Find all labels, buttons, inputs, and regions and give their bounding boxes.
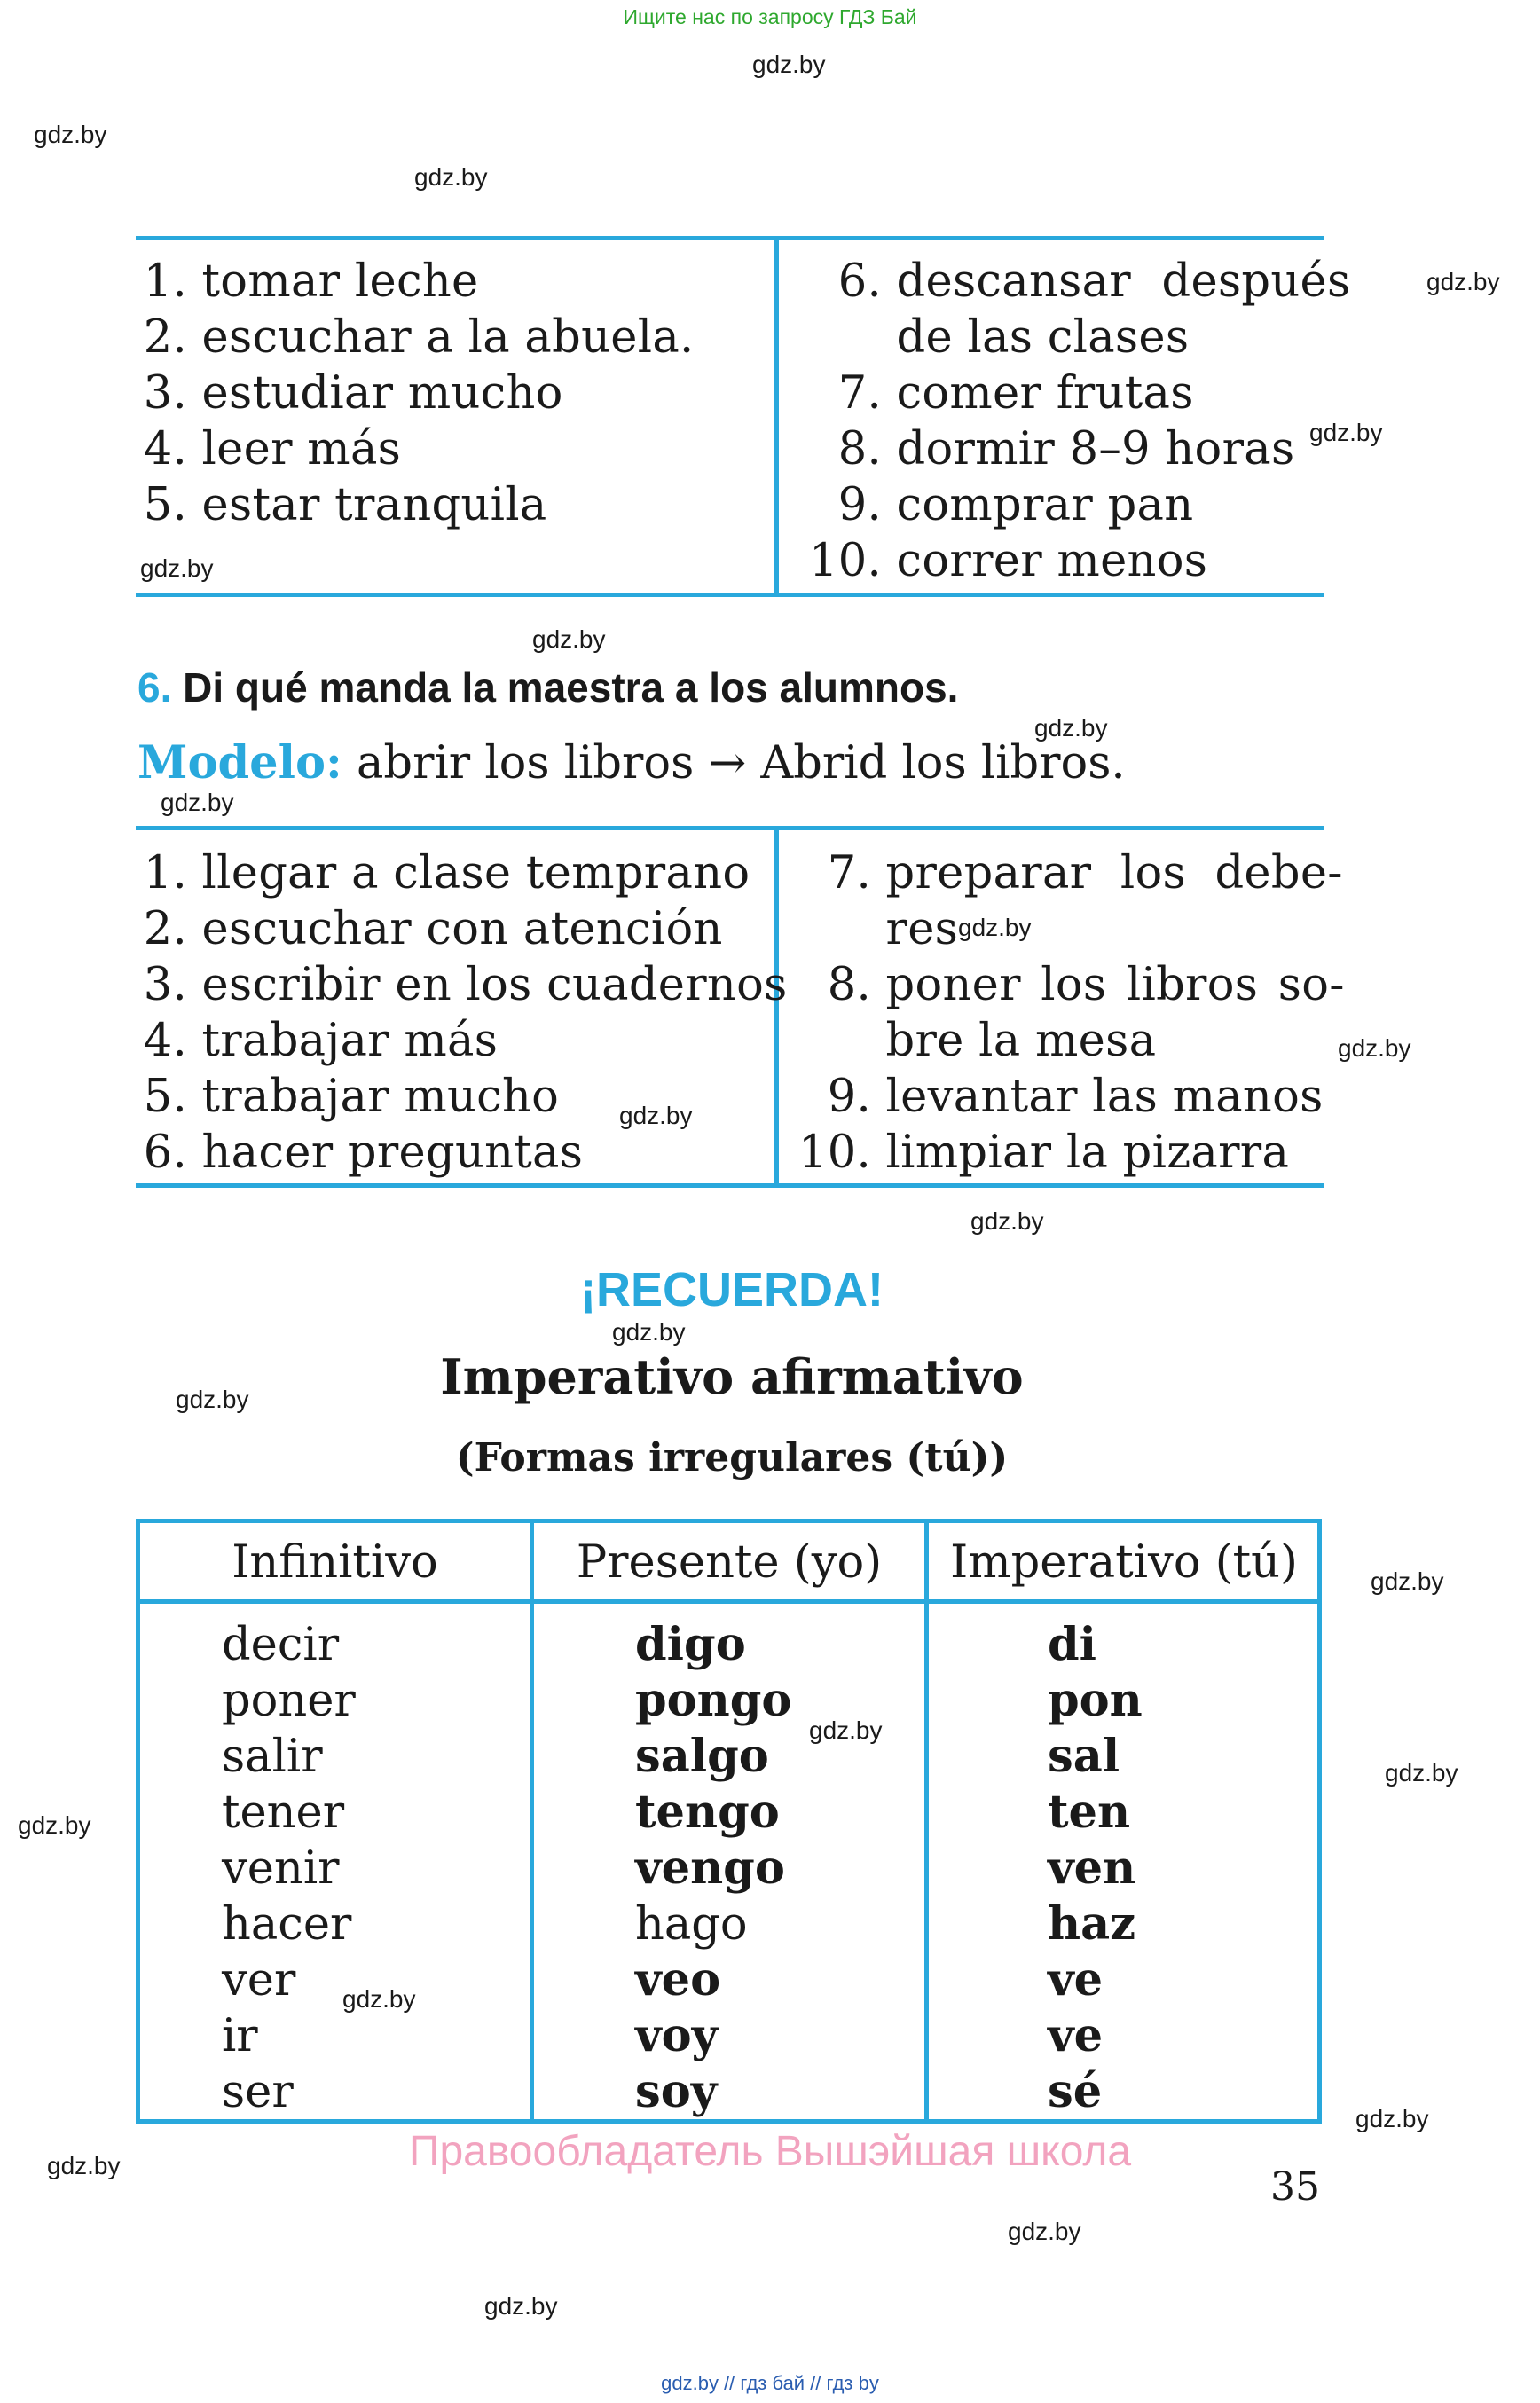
list-item: 5. trabajar mucho: [143, 1071, 560, 1123]
table-cell: pongo: [635, 1674, 792, 1727]
recuerda-heading: ¡RECUERDA!: [580, 1263, 884, 1316]
footer-links: gdz.by // гдз бай // гдз by: [661, 2372, 879, 2394]
watermark: gdz.by: [1309, 419, 1383, 446]
list-item: 10. limpiar la pizarra: [798, 1127, 1290, 1179]
list-item: 2. escuchar con atención: [143, 903, 723, 955]
table-col-divider: [924, 1519, 929, 2124]
table-cell: veo: [635, 1953, 721, 2006]
table-header-imperativo: Imperativo (tú): [950, 1536, 1298, 1589]
table-cell: salir: [222, 1731, 323, 1783]
table-cell: ser: [222, 2066, 294, 2118]
table-cell: ve: [1048, 2009, 1104, 2062]
table-cell: sé: [1048, 2065, 1103, 2118]
watermark: gdz.by: [1338, 1034, 1411, 1062]
list-item: de las clases: [896, 311, 1190, 364]
table-cell: poner: [222, 1675, 356, 1727]
table-cell: digo: [635, 1618, 746, 1671]
table-cell: decir: [222, 1619, 340, 1671]
table-cell: hago: [635, 1898, 748, 1951]
watermark: gdz.by: [140, 554, 214, 582]
table-cell: voy: [635, 2009, 719, 2062]
list-item: 7. comer frutas: [837, 367, 1194, 420]
table-cell: tener: [222, 1787, 345, 1839]
watermark: gdz.by: [1034, 714, 1108, 742]
table-header-rule: [136, 1599, 1322, 1604]
list-item: 9. comprar pan: [837, 479, 1194, 531]
model-text: abrir los libros → Abrid los libros.: [357, 737, 1126, 789]
list-item: 8. dormir 8–9 horas: [837, 423, 1295, 475]
list-item: 3. escribir en los cuadernos: [143, 959, 788, 1011]
copyright-notice: Правообладатель Вышэйшая школа: [408, 2128, 1132, 2175]
model-label: Modelo:: [138, 736, 342, 789]
list-b-bottom-rule: [136, 1183, 1324, 1188]
top-note: Ищите нас по запросу ГДЗ Бай: [623, 5, 917, 28]
table-cell: ve: [1048, 1953, 1104, 2006]
watermark: gdz.by: [1355, 2105, 1429, 2132]
list-item: 9. levantar las manos: [827, 1071, 1324, 1123]
table-cell: vengo: [635, 1842, 785, 1895]
table-col-divider: [530, 1519, 534, 2124]
list-item: 4. leer más: [143, 423, 402, 475]
table-cell: sal: [1048, 1730, 1120, 1783]
list-item: 4. trabajar más: [143, 1015, 499, 1067]
watermark: gdz.by: [342, 1985, 416, 2013]
column-infinitivo: [222, 1617, 356, 2120]
list-item: bre la mesa: [885, 1015, 1157, 1067]
table-cell: salgo: [635, 1730, 769, 1783]
watermark: gdz.by: [809, 1716, 883, 1744]
task-text: Di qué manda la maestra a los alumnos.: [183, 664, 959, 711]
watermark: gdz.by: [1371, 1567, 1444, 1595]
column-presente: [635, 1617, 791, 2120]
table-cell: haz: [1048, 1897, 1136, 1951]
list-a-top-rule: [136, 236, 1324, 240]
watermark: gdz.by: [958, 914, 1032, 941]
table-cell: di: [1048, 1618, 1097, 1671]
watermark: gdz.by: [970, 1207, 1044, 1235]
column-imperativo: [1048, 1617, 1143, 2120]
list-a-divider: [774, 236, 779, 597]
table-cell: hacer: [222, 1898, 352, 1951]
table-cell: ver: [222, 1954, 296, 2006]
watermark: gdz.by: [612, 1318, 686, 1346]
watermark: gdz.by: [532, 625, 606, 653]
list-item: res: [885, 903, 959, 955]
table-cell: pon: [1048, 1674, 1143, 1727]
watermark: gdz.by: [1008, 2218, 1081, 2245]
watermark: gdz.by: [752, 51, 826, 78]
list-item: 6. hacer preguntas: [143, 1127, 584, 1179]
watermark: gdz.by: [619, 1102, 693, 1129]
list-item: 5. estar tranquila: [143, 479, 547, 531]
list-a-bottom-rule: [136, 593, 1324, 597]
list-item: 8. poner los libros so-: [827, 959, 1345, 1011]
watermark: gdz.by: [1426, 268, 1500, 295]
list-item: 10. correr menos: [808, 535, 1208, 587]
watermark: gdz.by: [161, 789, 234, 816]
grammar-title: Imperativo afirmativo: [440, 1348, 1024, 1405]
table-cell: ten: [1048, 1786, 1131, 1839]
table-header-presente: Presente (yo): [576, 1536, 883, 1589]
table-cell: ir: [222, 2010, 258, 2062]
list-item: 2. escuchar a la abuela.: [143, 311, 695, 364]
grammar-subtitle: (Formas irregulares (tú)): [455, 1435, 1009, 1480]
list-item: 1. llegar a clase temprano: [143, 847, 750, 899]
task-number: 6.: [138, 664, 172, 711]
watermark: gdz.by: [18, 1811, 91, 1839]
table-header-infinitivo: Infinitivo: [232, 1536, 438, 1589]
watermark: gdz.by: [34, 121, 107, 148]
table-cell: venir: [222, 1842, 340, 1895]
list-item: 7. preparar los debe-: [827, 847, 1343, 899]
table-cell: ven: [1048, 1842, 1136, 1895]
model-example: [138, 736, 1126, 789]
watermark: gdz.by: [176, 1386, 249, 1413]
list-item: 1. tomar leche: [143, 255, 479, 308]
list-item: 6. descansar después: [837, 255, 1351, 308]
list-item: 3. estudiar mucho: [143, 367, 563, 420]
watermark: gdz.by: [1385, 1759, 1458, 1787]
watermark: gdz.by: [414, 163, 488, 191]
table-cell: soy: [635, 2065, 718, 2118]
table-cell: tengo: [635, 1786, 780, 1839]
watermark: gdz.by: [47, 2152, 121, 2179]
task-heading: [138, 664, 958, 711]
watermark: gdz.by: [484, 2292, 558, 2320]
page-number: 35: [1270, 2164, 1320, 2210]
list-b-top-rule: [136, 826, 1324, 830]
